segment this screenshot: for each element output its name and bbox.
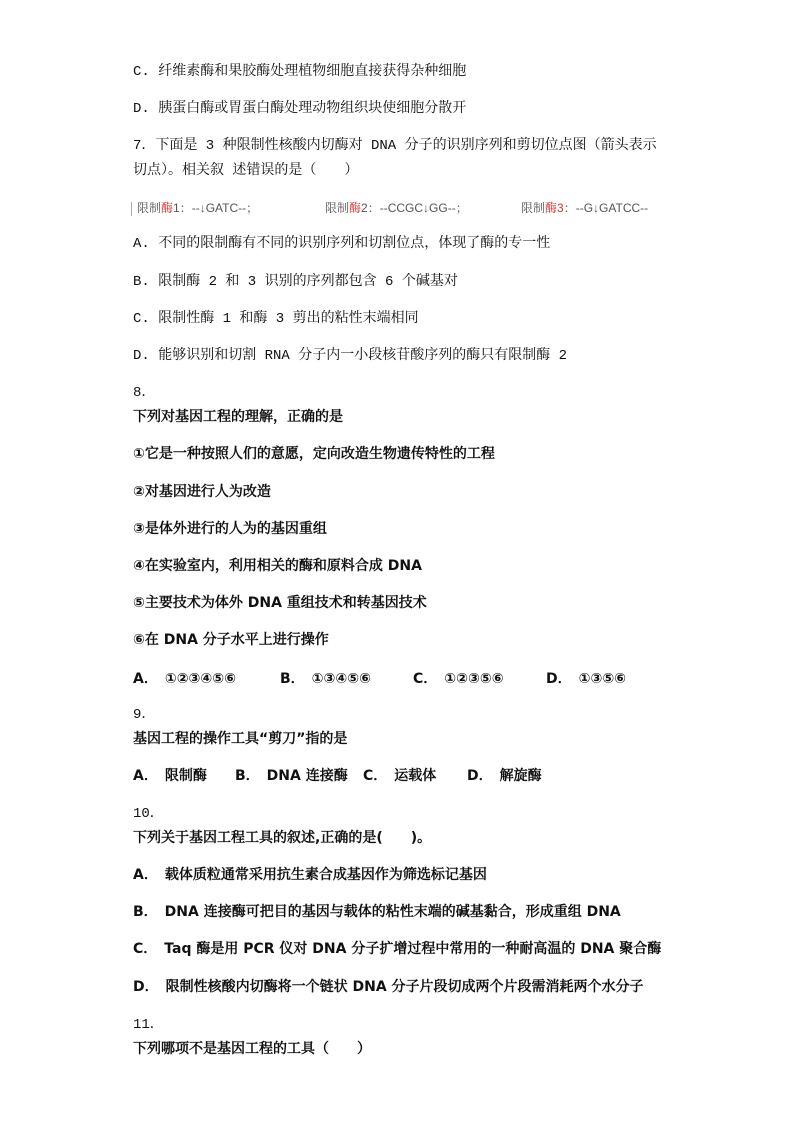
q8-item-2: ②对基因进行人为改造 <box>133 484 271 500</box>
q8-option-a: A． ①②③④⑤⑥ <box>133 671 236 687</box>
q9-number: 9． <box>133 707 156 723</box>
q10-number: 10． <box>133 806 164 822</box>
q8-item-5: ⑤主要技术为体外 DNA 重组技术和转基因技术 <box>133 595 427 611</box>
q8-option-d: D． ①③⑤⑥ <box>546 671 627 687</box>
q10-option-c: C． Taq 酶是用 PCR 仪对 DNA 分子扩增过程中常用的一种耐高温的 DNA 聚合酶 <box>133 941 662 957</box>
q9-option-b: B． DNA 连接酶 <box>235 768 348 784</box>
enzyme-row-divider <box>131 202 132 216</box>
q8-number: 8． <box>133 385 156 401</box>
q8-stem: 下列对基因工程的理解，正确的是 <box>133 409 343 425</box>
q8-item-1: ①它是一种按照人们的意愿，定向改造生物遗传特性的工程 <box>133 446 495 462</box>
q8-item-4: ④在实验室内，利用相关的酶和原料合成 DNA <box>133 558 422 574</box>
q9-option-c: C． 运载体 <box>363 768 437 784</box>
enzyme-1: 限制酶1：--↓GATC--； <box>137 201 259 215</box>
q9-stem: 基因工程的操作工具“剪刀”指的是 <box>133 731 348 747</box>
q7-option-a: A. 不同的限制酶有不同的识别序列和切割位点，体现了酶的专一性 <box>133 236 551 252</box>
q7-option-b: B. 限制酶 2 和 3 识别的序列都包含 6 个碱基对 <box>133 274 458 290</box>
q8-item-3: ③是体外进行的人为的基因重组 <box>133 521 327 537</box>
q7-stem-line-1: 7．下面是 3 种限制性核酸内切酶对 DNA 分子的识别序列和剪切位点图（箭头表示 <box>133 138 657 154</box>
q9-option-d: D． 解旋酶 <box>467 768 542 784</box>
q10-option-d: D． 限制性核酸内切酶将一个链状 DNA 分子片段切成两个片段需消耗两个水分子 <box>133 979 644 995</box>
q9-options <box>133 766 542 786</box>
q8-option-c: C． ①②③⑤⑥ <box>413 671 504 687</box>
q6-option-d: D. 胰蛋白酶或胃蛋白酶处理动物组织块使细胞分散开 <box>133 101 467 117</box>
q10-stem: 下列关于基因工程工具的叙述,正确的是( )。 <box>133 830 432 846</box>
q7-option-d: D. 能够识别和切割 RNA 分子内一小段核苷酸序列的酶只有限制酶 2 <box>133 348 568 364</box>
q10-option-a: A． 载体质粒通常采用抗生素合成基因作为筛选标记基因 <box>133 867 487 883</box>
enzyme-2: 限制酶2：--CCGC↓GG--； <box>325 201 468 215</box>
q9-option-a: A． 限制酶 <box>133 768 207 784</box>
q11-stem: 下列哪项不是基因工程的工具（ ） <box>133 1041 371 1057</box>
q7-option-c: C. 限制性酶 1 和酶 3 剪出的粘性末端相同 <box>133 311 419 327</box>
enzyme-3: 限制酶3：--G↓GATCC-- <box>521 201 649 215</box>
q8-option-b: B． ①③④⑤⑥ <box>280 671 371 687</box>
q8-item-6: ⑥在 DNA 分子水平上进行操作 <box>133 632 329 648</box>
q11-number: 11． <box>133 1017 164 1033</box>
q6-option-c: C. 纤维素酶和果胶酶处理植物细胞直接获得杂种细胞 <box>133 64 467 80</box>
q10-option-b: B． DNA 连接酶可把目的基因与载体的粘性末端的碱基黏合，形成重组 DNA <box>133 904 621 920</box>
q7-stem-line-2: 切点）。相关叙 述错误的是（ ） <box>133 163 359 179</box>
q8-options <box>133 669 626 689</box>
